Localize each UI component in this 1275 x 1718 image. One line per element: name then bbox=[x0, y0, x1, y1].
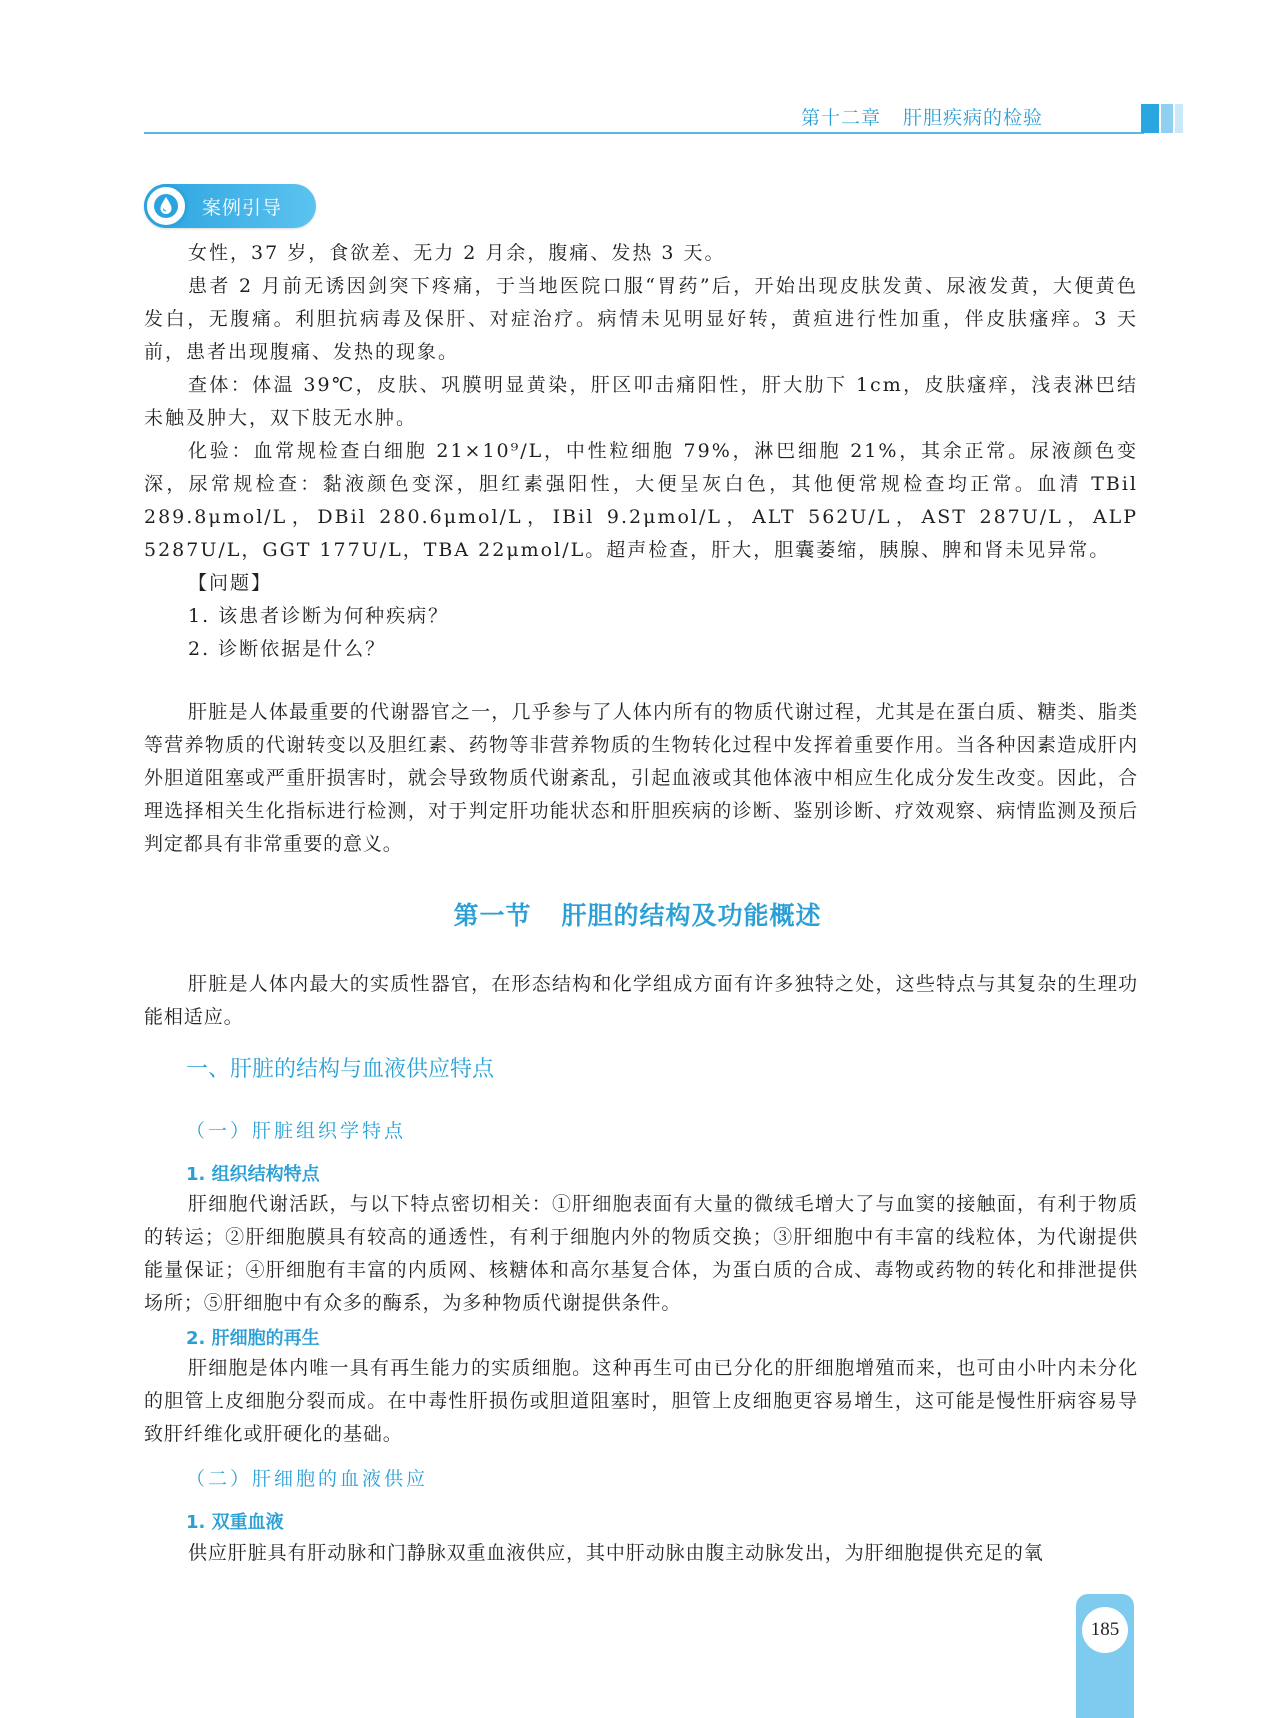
chapter-number: 第十二章 bbox=[800, 107, 881, 129]
case-question: 1. 该患者诊断为何种疾病？ bbox=[188, 605, 450, 627]
header-color-bar bbox=[1175, 104, 1183, 133]
case-paragraph: 患者 2 月前无诱因剑突下疼痛，于当地医院口服“胃药”后，开始出现皮肤发黄、尿液发黄，大便黄色发白，无腹痛。利胆抗病毒及保肝、对症治疗。病情未见明显好转，黄疸进行性加重，伴皮肤瘙痒。3 天前，患者出现腹痛、发热的现象。 bbox=[144, 275, 1138, 363]
section-title bbox=[0, 896, 1275, 932]
page-number: 185 bbox=[1082, 1607, 1128, 1653]
body-paragraph: 肝细胞代谢活跃，与以下特点密切相关：①肝细胞表面有大量的微绒毛增大了与血窦的接触面，有利于物质的转运；②肝细胞膜具有较高的通透性，有利于细胞内外的物质交换；③肝细胞中有丰富的线粒体，为代谢提供能量保证；④肝细胞有丰富的内质网、核糖体和高尔基复合体，为蛋白质的合成、毒物或药物的转化和排泄提供场所；⑤肝细胞中有众多的酶系，为多种物质代谢提供条件。 bbox=[144, 1193, 1138, 1314]
heading-level-3: 1. 双重血液 bbox=[186, 1512, 284, 1533]
case-question-heading: 【问题】 bbox=[188, 572, 273, 594]
section-intro: 肝脏是人体内最大的实质性器官，在形态结构和化学组成方面有许多独特之处，这些特点与其复杂的生理功能相适应。 bbox=[144, 973, 1138, 1028]
case-question: 2. 诊断依据是什么？ bbox=[188, 638, 387, 660]
section-number: 第一节 bbox=[453, 901, 532, 930]
heading-level-3: 1. 组织结构特点 bbox=[186, 1164, 320, 1185]
heading-level-2: （二）肝细胞的血液供应 bbox=[186, 1468, 429, 1490]
heading-level-3: 2. 肝细胞的再生 bbox=[186, 1328, 320, 1349]
body-paragraph: 供应肝脏具有肝动脉和门静脉双重血液供应，其中肝动脉由腹主动脉发出，为肝细胞提供充足的氧 bbox=[188, 1542, 1044, 1564]
heading-level-2: （一）肝脏组织学特点 bbox=[186, 1120, 407, 1142]
header-rule bbox=[144, 132, 1144, 134]
chapter-title: 肝胆疾病的检验 bbox=[902, 107, 1043, 129]
water-drop-icon bbox=[153, 193, 179, 219]
case-badge-label: 案例引导 bbox=[202, 197, 283, 219]
intro-paragraph: 肝脏是人体最重要的代谢器官之一，几乎参与了人体内所有的物质代谢过程，尤其是在蛋白质、糖类、脂类等营养物质的代谢转变以及胆红素、药物等非营养物质的生物转化过程中发挥着重要作用。当各种因素造成肝内外胆道阻塞或严重肝损害时，就会导致物质代谢紊乱，引起血液或其他体液中相应生化成分发生改变。因此，合理选择相关生化指标进行检测，对于判定肝功能状态和肝胆疾病的诊断、鉴别诊断、疗效观察、病情监测及预后判定都具有非常重要的意义。 bbox=[144, 701, 1138, 855]
case-paragraph: 查体：体温 39℃，皮肤、巩膜明显黄染，肝区叩击痛阳性，肝大肋下 1cm，皮肤瘙痒，浅表淋巴结未触及肿大，双下肢无水肿。 bbox=[144, 374, 1138, 429]
header-color-bar bbox=[1141, 104, 1159, 133]
running-header bbox=[801, 103, 1043, 130]
section-name: 肝胆的结构及功能概述 bbox=[561, 901, 822, 930]
case-paragraph: 化验：血常规检查白细胞 21×10⁹/L，中性粒细胞 79%，淋巴细胞 21%，其余正常。尿液颜色变深，尿常规检查：黏液颜色变深，胆红素强阳性，大便呈灰白色，其他便常规检查均正常。血清 TBil 289.8μmol/L，DBil 280.6μmol/L，IBil 9.2μmol/L，ALT 562U/L，AST 287U/L，ALP 5287U/L，GGT 177U/L，TBA 22μmol/L。超声检查，肝大，胆囊萎缩，胰腺、脾和肾未见异常。 bbox=[144, 440, 1138, 561]
header-color-bar bbox=[1161, 104, 1173, 133]
case-paragraph: 女性，37 岁，食欲差、无力 2 月余，腹痛、发热 3 天。 bbox=[188, 242, 726, 264]
body-paragraph: 肝细胞是体内唯一具有再生能力的实质细胞。这种再生可由已分化的肝细胞增殖而来，也可由小叶内未分化的胆管上皮细胞分裂而成。在中毒性肝损伤或胆道阻塞时，胆管上皮细胞更容易增生，这可能是慢性肝病容易导致肝纤维化或肝硬化的基础。 bbox=[144, 1357, 1138, 1445]
heading-level-1: 一、肝脏的结构与血液供应特点 bbox=[186, 1057, 495, 1082]
